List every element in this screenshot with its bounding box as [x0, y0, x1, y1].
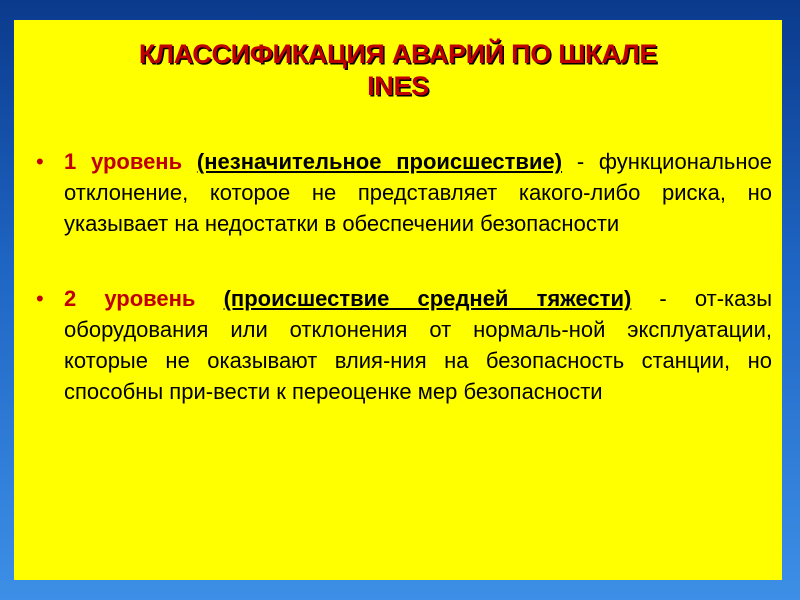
level-kind-label: (незначительное происшествие)	[196, 149, 563, 174]
slide-title-line-1: КЛАССИФИКАЦИЯ АВАРИЙ ПО ШКАЛЕ	[138, 39, 658, 69]
slide-title	[14, 38, 782, 102]
bullet-item-level-2	[34, 283, 772, 407]
level-label: 1 уровень	[64, 149, 183, 174]
level-description: - от-казы оборудования или отклонения от нормаль-ной эксплуатации, которые не оказывают влия-ния на безопасность станции, но способны при-вести к переоценке мер безопасности	[64, 286, 773, 404]
level-label: 2 уровень	[64, 286, 196, 311]
slide-panel	[14, 20, 782, 580]
bullet-list	[34, 146, 772, 451]
level-kind-label: (происшествие средней тяжести)	[223, 286, 632, 311]
bullet-marker: •	[36, 149, 44, 174]
bullet-marker: •	[36, 286, 44, 311]
slide-title-line-2: INES	[367, 71, 429, 101]
level-description: - функциональное отклонение, которое не представляет какого-либо риска, но указывает на недостатки в обеспечении безопасности	[64, 149, 772, 236]
bullet-item-level-1	[34, 146, 772, 239]
